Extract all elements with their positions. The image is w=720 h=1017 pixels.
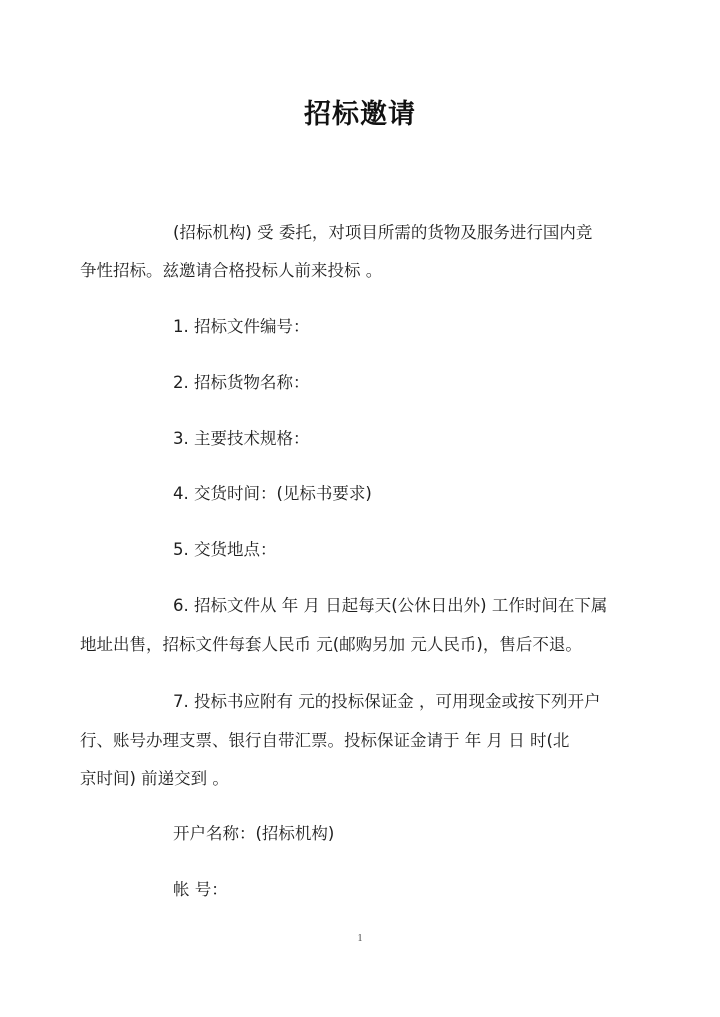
clause-6-line-1: 6. 招标文件从 年 月 日起每天(公休日出外) 工作时间在下属 (173, 596, 608, 615)
item-bid-document-number: 1. 招标文件编号： (173, 317, 310, 336)
document-title: 招标邀请 (304, 99, 416, 130)
item-delivery-time: 4. 交货时间：(见标书要求) (173, 484, 372, 503)
intro-paragraph-line-2: 争性招标。兹邀请合格投标人前来投标 。 (80, 261, 383, 280)
account-number: 帐 号： (173, 880, 228, 899)
intro-paragraph-line-1: (招标机构) 受 委托，对项目所需的货物及服务进行国内竞 (173, 223, 593, 242)
page-number: 1 (357, 933, 363, 944)
clause-6-line-2: 地址出售，招标文件每套人民币 元(邮购另加 元人民币)，售后不退。 (80, 635, 582, 654)
clause-7-line-3: 京时间) 前递交到 。 (80, 769, 229, 788)
account-name: 开户名称：(招标机构) (173, 824, 335, 843)
clause-7-line-1: 7. 投标书应附有 元的投标保证金 ，可用现金或按下列开户 (173, 692, 601, 711)
clause-7-line-2: 行、账号办理支票、银行自带汇票。投标保证金请于 年 月 日 时(北 (80, 731, 570, 750)
item-technical-specs: 3. 主要技术规格： (173, 429, 310, 448)
item-delivery-location: 5. 交货地点： (173, 540, 277, 559)
item-goods-name: 2. 招标货物名称： (173, 373, 310, 392)
